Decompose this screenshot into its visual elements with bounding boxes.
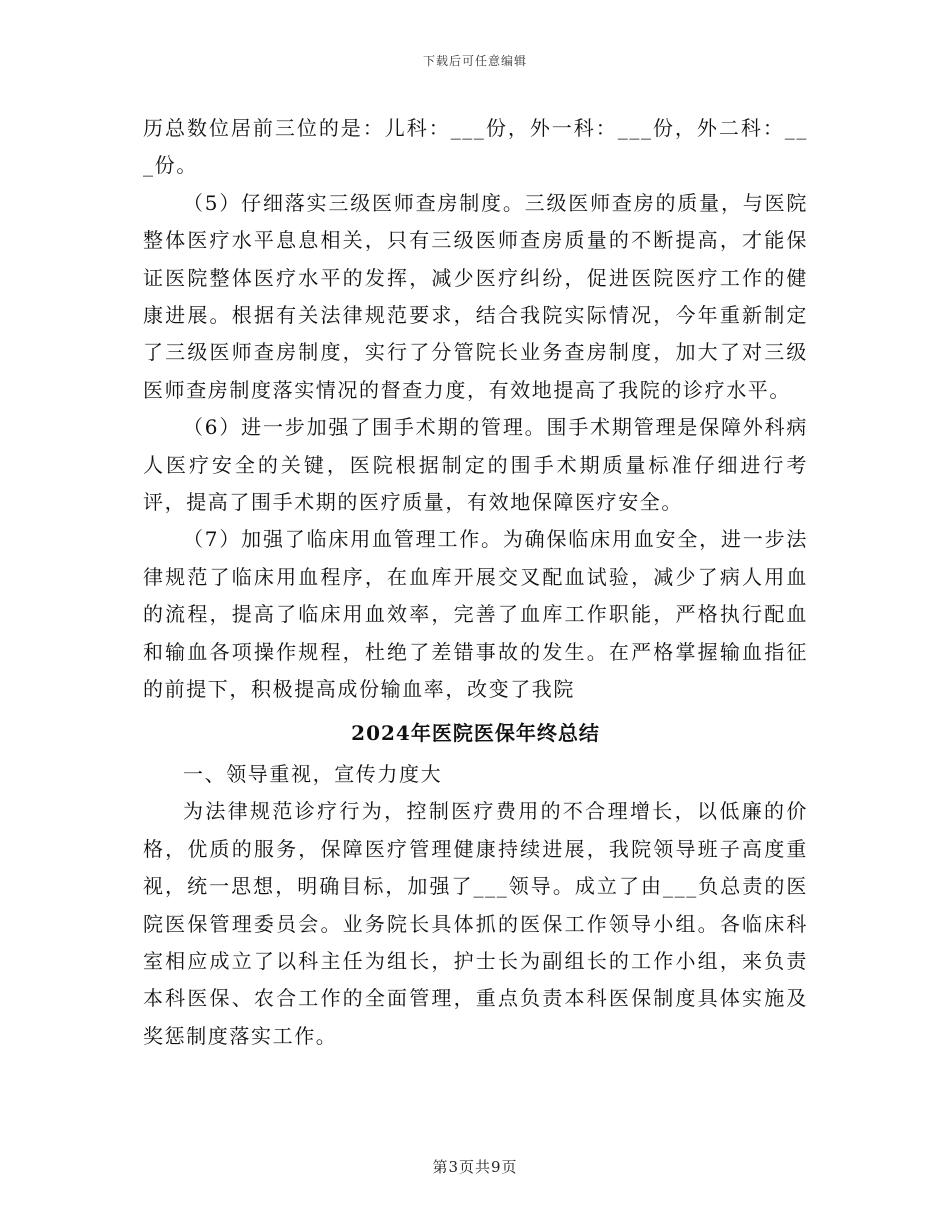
paragraph-item-6: （6）进一步加强了围手术期的管理。围手术期管理是保障外科病人医疗安全的关键，医院根据制定的围手术期质量标准仔细进行考评，提高了围手术期的医疗质量，有效地保障医疗安全。 <box>143 415 808 515</box>
section-heading: 一、领导重视，宣传力度大 <box>183 761 443 786</box>
page-footer: 第3页共9页 <box>432 1158 518 1176</box>
page-header: 下载后可任意编辑 <box>422 54 527 68</box>
paragraph-item-5: （5）仔细落实三级医师查房制度。三级医师查房的质量，与医院整体医疗水平息息相关，只有三级医师查房质量的不断提高，才能保证医院整体医疗水平的发挥，减少医疗纠纷，促进医院医疗工作的健康进展。根据有关法律规范要求，结合我院实际情况，今年重新制定了三级医师查房制度，实行了分管院长业务查房制度，加大了对三级医师查房制度落实情况的督查力度，有效地提高了我院的诊疗水平。 <box>143 190 808 402</box>
section-title: 2024年医院医保年终总结 <box>351 720 600 745</box>
paragraph-continued: 历总数位居前三位的是：儿科：___份，外一科：___份，外二科：___份。 <box>143 116 808 178</box>
section-body: 为法律规范诊疗行为，控制医疗费用的不合理增长，以低廉的价格，优质的服务，保障医疗管理健康持续进展，我院领导班子高度重视，统一思想，明确目标，加强了___领导。成立了由___负总责的医院医保管理委员会。业务院长具体抓的医保工作领导小组。各临床科室相应成立了以科主任为组长，护士长为副组长的工作小组，来负责本科医保、农合工作的全面管理，重点负责本科医保制度具体实施及奖惩制度落实工作。 <box>143 799 808 1048</box>
paragraph-item-7: （7）加强了临床用血管理工作。为确保临床用血安全，进一步法律规范了临床用血程序，在血库开展交叉配血试验，减少了病人用血的流程，提高了临床用血效率，完善了血库工作职能，严格执行配血和输血各项操作规程，杜绝了差错事故的发生。在严格掌握输血指征的前提下，积极提高成份输血率，改变了我院 <box>143 527 808 702</box>
document-body <box>143 110 808 1055</box>
